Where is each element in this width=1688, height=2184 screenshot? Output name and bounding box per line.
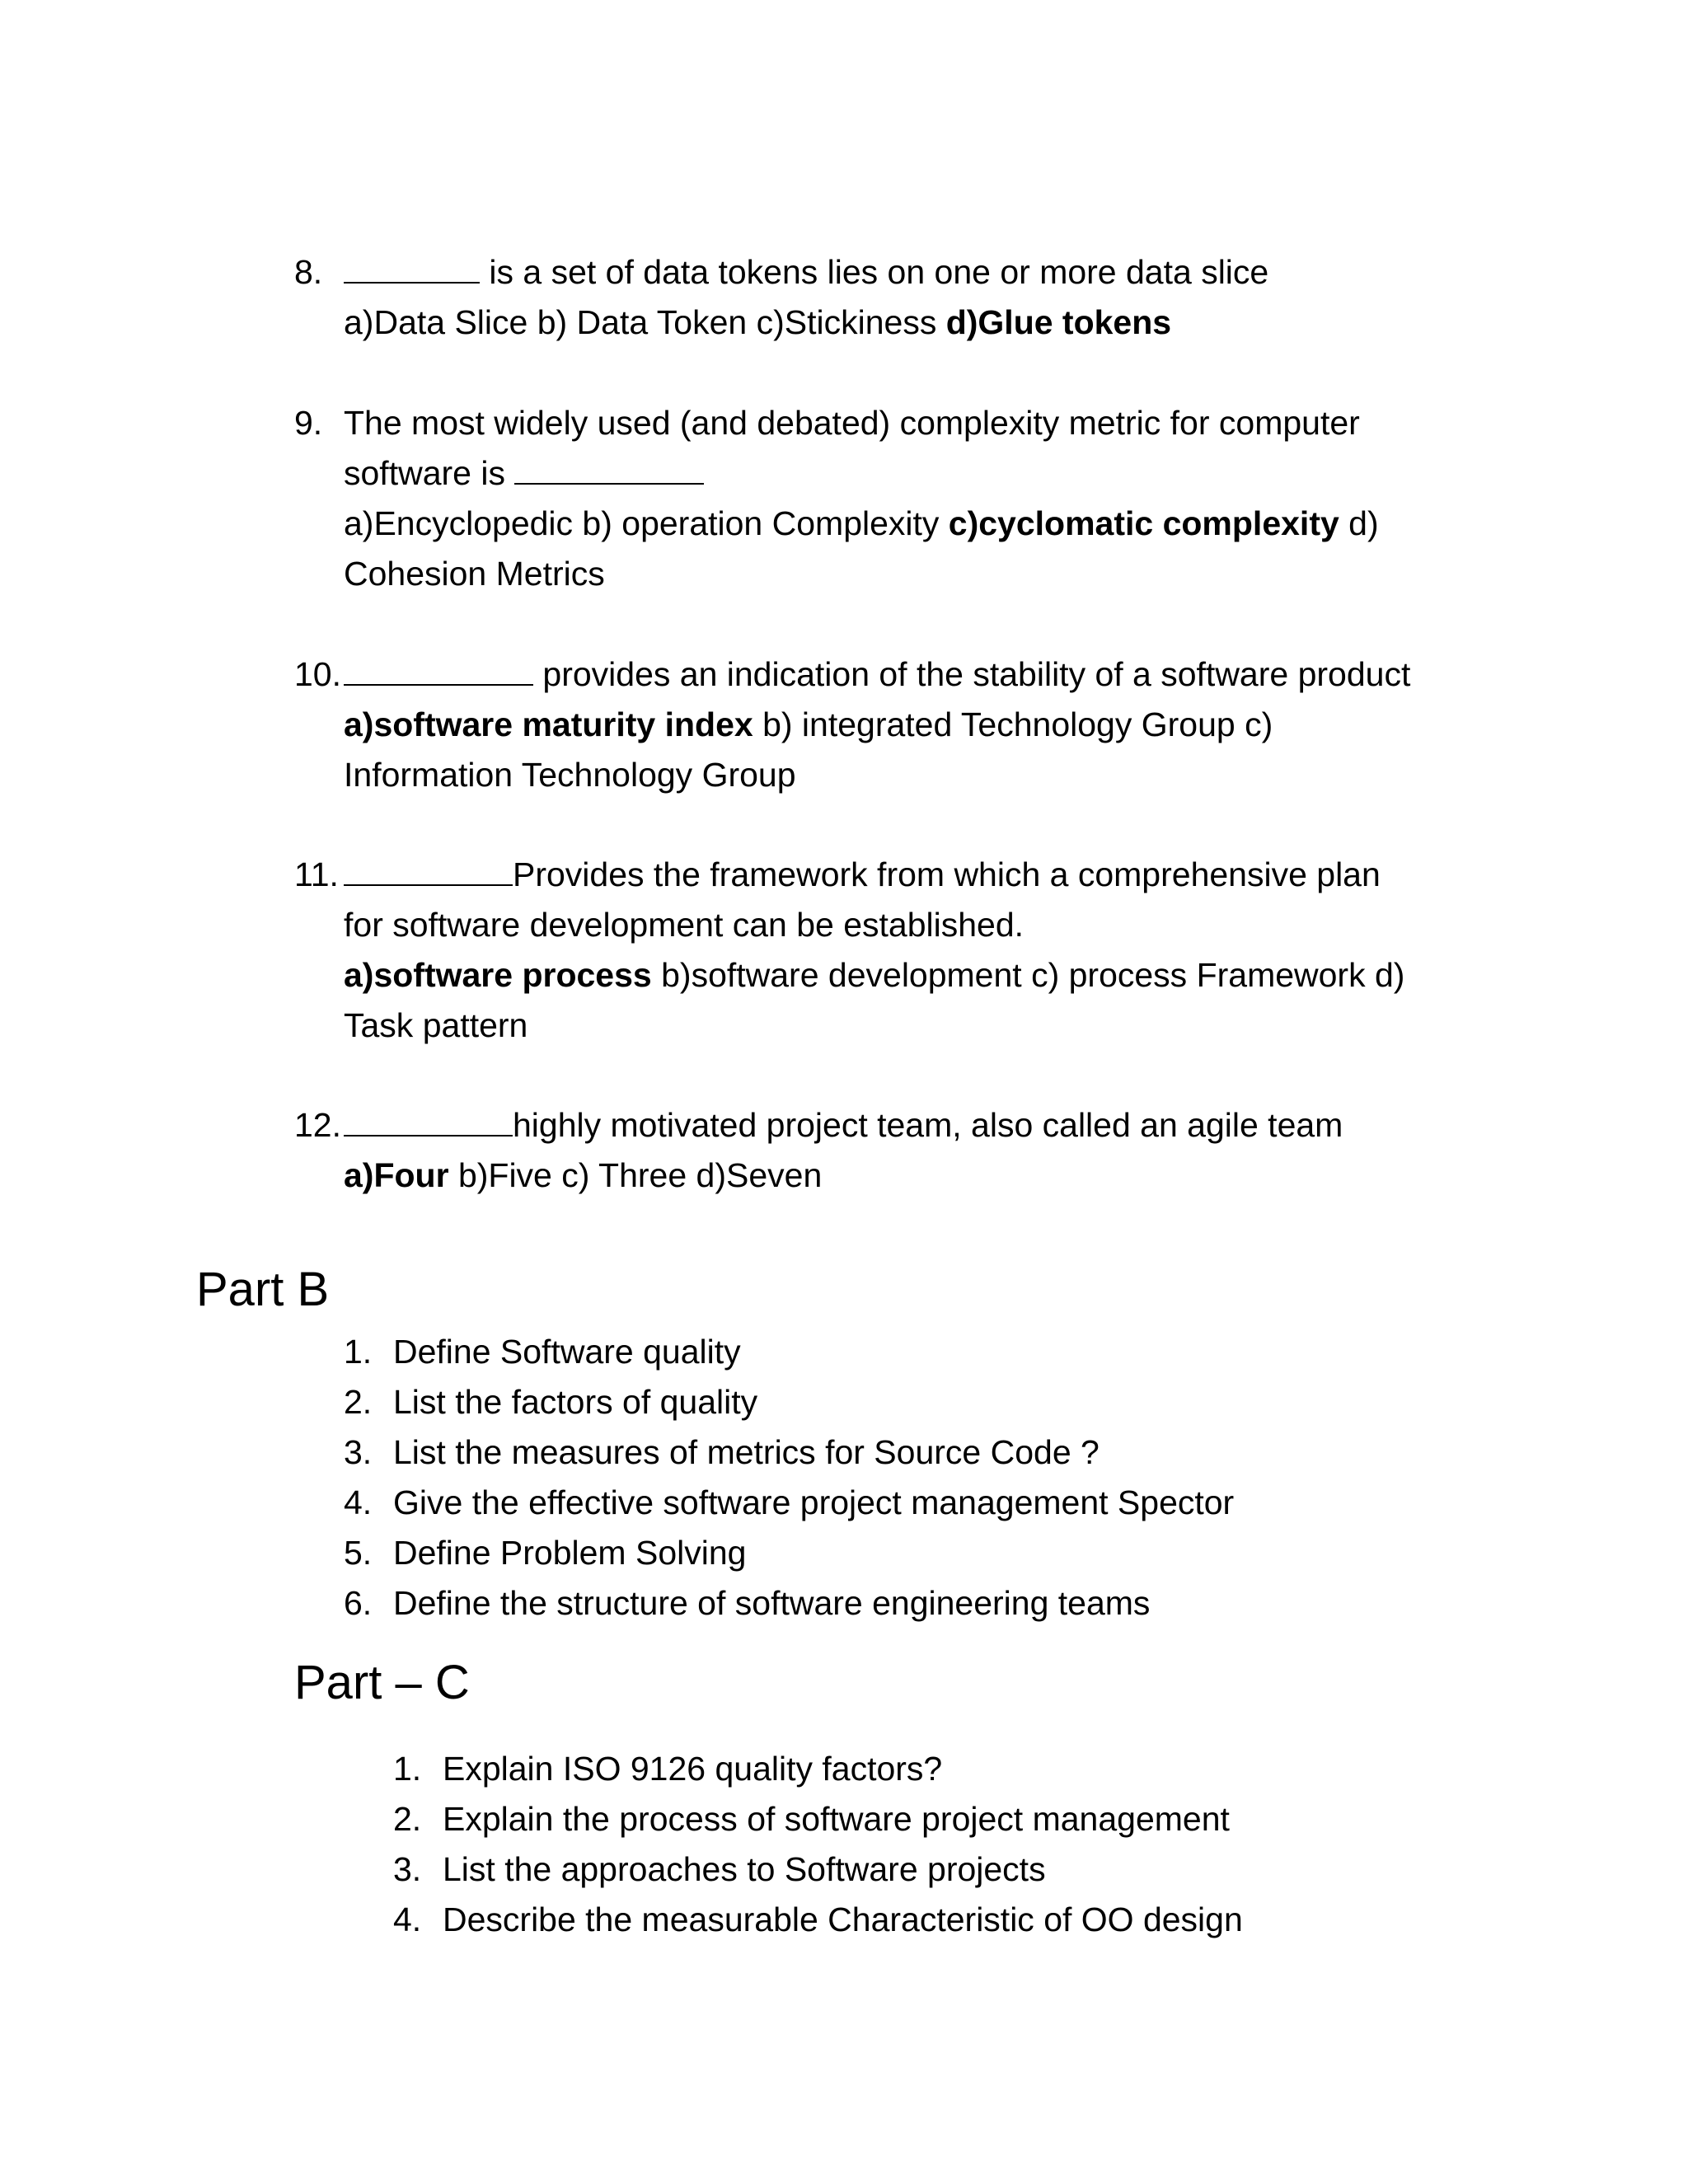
- question-stem: [294, 649, 1489, 700]
- question-text: The most widely used (and debated) complexity metric for computer: [344, 404, 1360, 442]
- item-text: Give the effective software project management Spector: [393, 1483, 1235, 1521]
- item-text: List the approaches to Software projects: [443, 1850, 1046, 1888]
- item-number: 3.: [344, 1433, 373, 1471]
- part-c-list: [393, 1744, 1243, 1945]
- list-item: [344, 1478, 1234, 1528]
- question-stem: [294, 247, 1489, 298]
- list-item: [344, 1377, 1234, 1427]
- item-number: 3.: [393, 1850, 422, 1888]
- item-number: 4.: [393, 1900, 422, 1938]
- question-8: [294, 247, 1489, 348]
- question-options: [294, 499, 1489, 549]
- list-item: [393, 1844, 1243, 1895]
- list-item: [344, 1528, 1234, 1578]
- question-text: is a set of data tokens lies on one or more data slice: [489, 253, 1269, 291]
- answer-blank: [514, 455, 704, 485]
- question-stem: [294, 1100, 1489, 1151]
- item-text: Describe the measurable Characteristic of OO design: [443, 1900, 1243, 1938]
- question-9: [294, 398, 1489, 599]
- part-b-heading: Part B: [196, 1263, 330, 1316]
- question-text: for software development can be established.: [344, 906, 1025, 944]
- question-text: provides an indication of the stability of a software product: [542, 655, 1411, 693]
- question-text: Provides the framework from which a comprehensive plan: [513, 855, 1381, 893]
- options-text: d): [1339, 504, 1379, 542]
- item-text: List the measures of metrics for Source Code ?: [393, 1433, 1100, 1471]
- options-text: Task pattern: [344, 1006, 528, 1044]
- item-text: Explain the process of software project management: [443, 1800, 1230, 1838]
- item-number: 5.: [344, 1534, 373, 1572]
- item-text: Define Software quality: [393, 1333, 741, 1371]
- question-number: 9.: [294, 404, 323, 442]
- question-stem: [294, 850, 1489, 900]
- answer-blank: [344, 856, 513, 886]
- answer-blank: [344, 656, 533, 686]
- correct-answer: a)software process: [344, 956, 652, 994]
- question-number: 8.: [294, 253, 323, 291]
- part-c-heading: Part – C: [294, 1656, 470, 1709]
- correct-answer: d)Glue tokens: [945, 303, 1172, 341]
- options-text: Cohesion Metrics: [344, 555, 605, 593]
- list-item: [393, 1794, 1243, 1844]
- correct-answer: a)Four: [344, 1156, 449, 1194]
- list-item: [344, 1578, 1234, 1629]
- answer-blank: [344, 1107, 513, 1137]
- list-item: [344, 1327, 1234, 1377]
- question-number: 11.: [294, 855, 339, 893]
- item-text: List the factors of quality: [393, 1383, 758, 1421]
- question-12: [294, 1100, 1489, 1201]
- item-text: Define the structure of software engineering teams: [393, 1584, 1151, 1622]
- options-text: b)software development c) process Framework d): [651, 956, 1405, 994]
- answer-blank: [344, 254, 480, 284]
- options-text: b)Five c) Three d)Seven: [448, 1156, 823, 1194]
- question-options: [294, 1151, 1489, 1201]
- question-text: software is: [344, 454, 505, 492]
- item-number: 6.: [344, 1584, 373, 1622]
- list-item: [393, 1744, 1243, 1794]
- options-text: b) integrated Technology Group c): [753, 705, 1273, 743]
- question-text: highly motivated project team, also called an agile team: [513, 1106, 1343, 1144]
- item-number: 2.: [344, 1383, 373, 1421]
- item-number: 4.: [344, 1483, 373, 1521]
- options-text: a)Data Slice b) Data Token c)Stickiness: [344, 303, 946, 341]
- question-10: [294, 649, 1489, 800]
- list-item: [393, 1895, 1243, 1945]
- correct-answer: c)cyclomatic complexity: [948, 504, 1339, 542]
- question-options: [294, 700, 1489, 750]
- item-text: Explain ISO 9126 quality factors?: [443, 1750, 943, 1788]
- list-item: [344, 1427, 1234, 1478]
- question-11: [294, 850, 1489, 1051]
- item-number: 1.: [344, 1333, 373, 1371]
- item-text: Define Problem Solving: [393, 1534, 747, 1572]
- options-text: a)Encyclopedic b) operation Complexity: [344, 504, 949, 542]
- question-options: [294, 298, 1489, 348]
- part-b-list: [344, 1327, 1234, 1629]
- item-number: 1.: [393, 1750, 422, 1788]
- item-number: 2.: [393, 1800, 422, 1838]
- question-number: 12.: [294, 1106, 341, 1144]
- options-text: Information Technology Group: [344, 756, 796, 794]
- correct-answer: a)software maturity index: [344, 705, 753, 743]
- question-stem: [294, 448, 1489, 499]
- question-options: [294, 950, 1489, 1001]
- question-number: 10.: [294, 655, 341, 693]
